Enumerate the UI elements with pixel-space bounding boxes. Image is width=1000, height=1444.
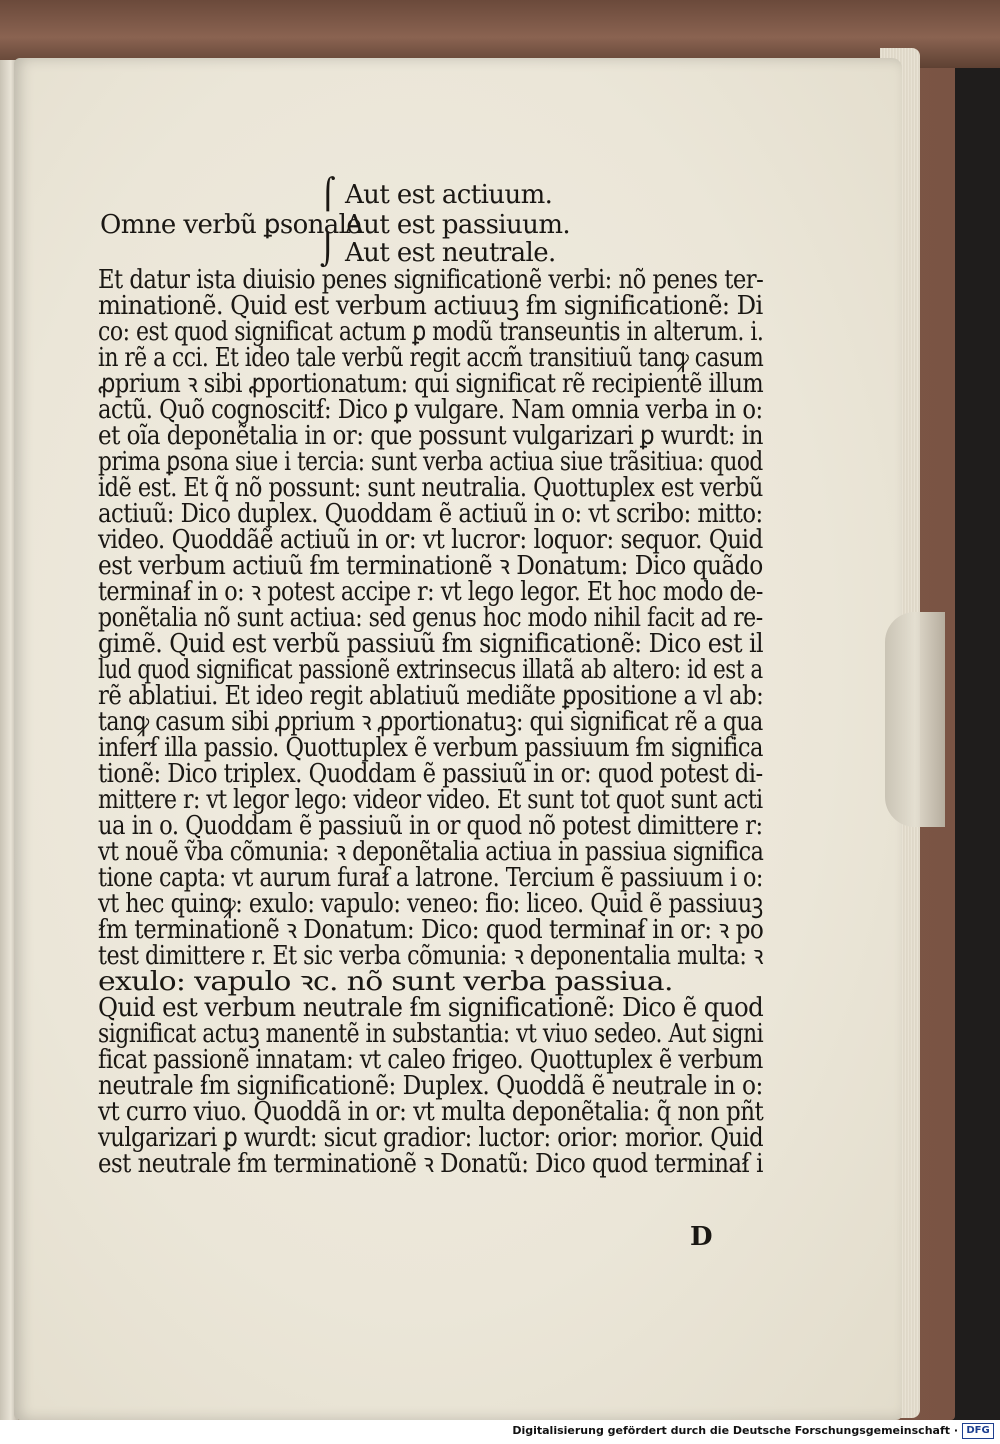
text-line: tionẽ: Dico triplex. Quoddam ẽ passiuũ in or: quod potest di- <box>98 759 763 789</box>
text-line: ẜm terminationẽ ꝛ Donatum: Dico: quod terminaẜ in or: ꝛ po <box>98 915 764 945</box>
text-line: Et datur ista diuisio penes significationẽ verbi: nõ penes ter- <box>98 265 764 295</box>
brace-bottom-icon: ⌡ <box>320 233 336 268</box>
division-option-2: Aut est passiuum. <box>345 210 571 240</box>
text-line: inferẜ illa passio. Quottuplex ẽ verbum passiuum ẜm significa <box>98 733 763 763</box>
text-line: actũ. Quõ cognoscitẜ: Dico ꝑ vulgare. Nam omnia verba in o: <box>98 395 763 425</box>
text-line: co: est quod significat actum ꝑ modũ transeuntis in alterum. i. <box>98 317 764 347</box>
text-line: neutrale ẜm significationẽ: Duplex. Quoddã ẽ neutrale in o: <box>98 1071 763 1101</box>
text-line: in rẽ a cci. Et ideo tale verbũ regit accm̃ transitiuũ tanꝙ casum <box>98 343 764 373</box>
text-line: test dimittere r. Et sic verba cõmunia: ꝛ deponentalia multa: ꝛ <box>98 941 763 971</box>
text-line: mittere r: vt legor lego: videor video. Et sunt tot quot sunt acti <box>98 785 763 815</box>
text-line: video. Quoddãẽ actiuũ in or: vt lucror: loquor: sequor. Quid <box>98 525 763 555</box>
text-line: exulo: vapulo ꝛc. nõ sunt verba passiua. <box>98 967 673 997</box>
text-line: ponẽtalia nõ sunt actiua: sed genus hoc modo nihil facit ad re- <box>98 603 763 633</box>
text-line: ficat passionẽ innatam: vt caleo frigeo. Quottuplex ẽ verbum <box>98 1045 763 1075</box>
text-line: actiuũ: Dico duplex. Quoddam ẽ actiuũ in o: vt scribo: mitto: <box>98 499 763 529</box>
text-line: ꝓprium ꝛ sibi ꝓportionatum: qui significat rẽ recipientẽ illum <box>98 369 764 399</box>
text-line: rẽ ablatiui. Et ideo regit ablatiuũ mediãte ꝑpositione a vl ab: <box>98 681 764 711</box>
text-line: vt curro viuo. Quoddã in or: vt multa deponẽtalia: q̃ non pñt <box>98 1097 764 1127</box>
division-left-label: Omne verbũ ꝑsonale <box>100 210 362 240</box>
text-line: idẽ est. Et q̃ nõ possunt: sunt neutralia. Quottuplex est verbũ <box>98 473 763 503</box>
text-line: tione capta: vt aurum furaẜ a latrone. Tercium ẽ passiuum i o: <box>98 863 763 893</box>
text-line: lud quod significat passionẽ extrinsecus illatã ab altero: id est a <box>98 655 763 685</box>
division-option-3: Aut est neutrale. <box>345 238 556 268</box>
footer-credit: Digitalisierung gefördert durch die Deutsche Forschungsgemeinschaft · <box>512 1424 958 1437</box>
text-line: significat actuꝫ manentẽ in substantia: vt viuo sedeo. Aut signi <box>98 1019 764 1049</box>
text-line: ua in o. Quoddam ẽ passiuũ in or quod nõ potest dimittere r: <box>98 811 763 841</box>
text-line: vulgarizari ꝑ wurdt: sicut gradior: luctor: orior: morior. Quid <box>98 1123 764 1153</box>
text-line: est verbum actiuũ ẜm terminationẽ ꝛ Donatum: Dico quãdo <box>98 551 763 581</box>
text-line: tanꝙ casum sibi ꝓprium ꝛ ꝓportionatuꝫ: qui significat rẽ a qua <box>98 707 763 737</box>
dfg-logo: DFG <box>962 1423 994 1439</box>
text-line: vt nouẽ ṽba cõmunia: ꝛ deponẽtalia actiua in passiua significa <box>98 837 764 867</box>
text-line: Quid est verbum neutrale ẜm significationẽ: Dico ẽ quod <box>98 993 764 1023</box>
text-line: gimẽ. Quid est verbũ passiuũ ẜm significationẽ: Dico est il <box>98 629 764 659</box>
text-line: terminaẜ in o: ꝛ potest accipe r: vt lego legor. Et hoc modo de- <box>98 577 763 607</box>
brace-top-icon: ⌠ <box>320 177 336 212</box>
catchword: D <box>690 1222 712 1252</box>
text-line: prima ꝑsona siue i tercia: sunt verba actiua siue trãsitiua: quod <box>98 447 763 477</box>
footer-bar <box>0 1420 1000 1444</box>
text-line: et oĩa deponẽtalia in or: que possunt vulgarizari ꝑ wurdt: in <box>98 421 763 451</box>
text-line: est neutrale ẜm terminationẽ ꝛ Donatũ: Dico quod terminaẜ i <box>98 1149 763 1179</box>
text-line: vt hec quinꝙ: exulo: vapulo: veneo: fio: liceo. Quid ẽ passiuuꝫ <box>98 889 763 919</box>
text-line: minationẽ. Quid est verbum actiuuꝫ ẜm significationẽ: Di <box>98 291 763 321</box>
division-option-1: Aut est actiuum. <box>345 180 553 210</box>
